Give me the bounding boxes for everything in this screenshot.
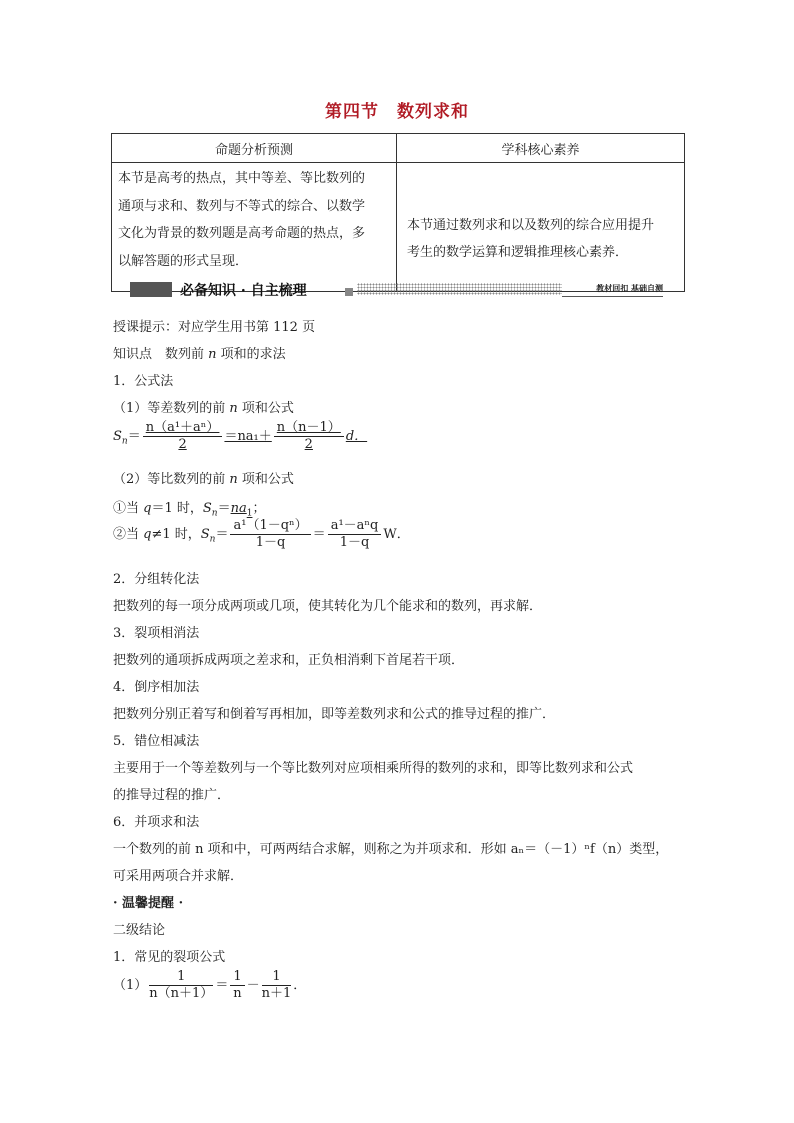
case2-eq2: ＝ [312, 527, 326, 542]
topic-n: n [208, 347, 217, 362]
method-1-2 [113, 468, 294, 487]
section-banner [130, 280, 663, 300]
case-q-not-1 [113, 518, 410, 551]
l2-1-minus: － [246, 978, 260, 993]
method-5-text-2: 的推导过程的推广． [113, 788, 231, 803]
method-5-heading: 5．错位相减法 [113, 734, 200, 749]
method-3-heading: 3．裂项相消法 [113, 626, 200, 641]
banner-block [130, 282, 172, 297]
f1-num: n（a¹＋aⁿ） [143, 420, 223, 437]
m1-2-post: 项和公式 [237, 472, 294, 487]
case2-num: a¹（1－qⁿ） [230, 518, 310, 535]
case2-q: q [143, 527, 152, 542]
method-4-text: 把数列分别正着写和倒着写再相加，即等差数列求和公式的推导过程的推广． [113, 707, 556, 722]
banner-right-label: 教材回扣 基础自测 [596, 283, 663, 293]
intro-right-line: 考生的数学运算和逻辑推理核心素养． [407, 245, 629, 260]
case2-num2: a¹－aⁿq [328, 518, 382, 535]
method-6-heading: 6．并项求和法 [113, 815, 200, 830]
f1-S: S [113, 429, 122, 444]
case1-val: na [230, 501, 247, 516]
case1-end: ； [252, 501, 266, 516]
f1-num2: n（n－1） [274, 420, 344, 437]
case2-pre: ②当 [113, 527, 144, 542]
l2-1-a-den: n [233, 986, 242, 1001]
method-6-text-1: 一个数列的前 n 项和中，可两两结合求解，则称之为并项求和．形如 aₙ＝（－1）ⁿf（n）类型， [113, 842, 669, 857]
l2-1-eq: ＝ [215, 978, 229, 993]
case2-frac2 [328, 518, 382, 551]
method-2-heading: 2．分组转化法 [113, 572, 200, 587]
case2-S: S [200, 527, 210, 542]
banner-title: 必备知识 · 自主梳理 [180, 283, 307, 299]
intro-cell-right [397, 163, 685, 292]
intro-right-line: 本节通过数列求和以及数列的综合应用提升 [407, 218, 655, 233]
method-1-1 [113, 397, 294, 416]
m1-1-post: 项和公式 [237, 401, 294, 416]
l2-1-den: n（n＋1） [149, 986, 214, 1001]
intro-left-line: 文化为背景的数列题是高考命题的热点，多 [118, 226, 366, 241]
case2-frac1 [230, 518, 310, 551]
f1-frac2 [274, 420, 344, 453]
method-6-text-2: 可采用两项合并求解． [113, 869, 244, 884]
f1-eq: ＝ [127, 429, 141, 444]
f1-frac1 [143, 420, 223, 453]
l2-1-b-num: 1 [262, 969, 292, 986]
intro-left-line: 本节是高考的热点，其中等差、等比数列的 [118, 171, 366, 186]
l2-1-a-num: 1 [230, 969, 244, 986]
case2-eq: ＝ [215, 527, 229, 542]
m1-1-pre: （1）等差数列的前 [113, 401, 230, 416]
case1-n: n [211, 508, 218, 519]
topic-post: 项和的求法 [216, 347, 286, 362]
case2-den2: 1－q [339, 535, 370, 550]
case1-pre: ①当 [113, 501, 144, 516]
topic-pre: 知识点 数列前 [113, 347, 209, 362]
l2-1-b-den: n＋1 [261, 986, 292, 1001]
level2-heading: 二级结论 [113, 923, 166, 938]
case1-mid: ＝1 时， [151, 501, 203, 516]
intro-header-left: 命题分析预测 [112, 134, 397, 163]
method-5-text-1: 主要用于一个等差数列与一个等比数列对应项相乘所得的数列的求和，即等比数列求和公式 [113, 761, 634, 776]
f1-end: d． [345, 429, 368, 444]
intro-cell-left [112, 163, 397, 292]
f1-den2: 2 [304, 437, 313, 452]
case1-q: q [143, 501, 152, 516]
f1-mid: ＝na₁＋ [224, 429, 272, 444]
split-formula-1 [113, 969, 306, 1002]
m1-1-n: n [229, 401, 238, 416]
case2-mid: ≠1 时， [151, 527, 201, 542]
l2-1-pre: （1） [113, 978, 148, 993]
m1-2-pre: （2）等比数列的前 [113, 472, 230, 487]
reminder-heading: · 温馨提醒 · [113, 896, 184, 911]
intro-left-line: 通项与求和、数列与不等式的综合、以数学 [118, 198, 366, 214]
m1-2-n: n [229, 472, 238, 487]
intro-left-line: 以解答题的形式呈现． [118, 253, 249, 269]
method-4-heading: 4．倒序相加法 [113, 680, 200, 695]
f1-n: n [121, 436, 128, 447]
case2-n: n [209, 534, 216, 545]
l2-1-frac-b [262, 969, 292, 1002]
l2-1-frac-main [149, 969, 213, 1002]
level2-item-1: 1．常见的裂项公式 [113, 950, 226, 965]
l2-1-num: 1 [149, 969, 213, 986]
intro-header-right: 学科核心素养 [397, 134, 685, 163]
formula-arithmetic-sum [113, 420, 367, 453]
case1-sub: 1 [246, 508, 253, 519]
f1-den: 2 [178, 437, 187, 452]
l2-1-frac-a [230, 969, 244, 1002]
case1-S: S [202, 501, 212, 516]
case1-eq: ＝ [217, 501, 231, 516]
topic-heading [113, 343, 286, 362]
page-title: 第四节 数列求和 [325, 102, 469, 122]
intro-table [111, 133, 685, 292]
banner-rule [562, 296, 663, 297]
method-3-text: 把数列的通项拆成两项之差求和，正负相消剩下首尾若干项． [113, 653, 465, 668]
case2-end: W． [383, 527, 410, 542]
method-2-text: 把数列的每一项分成两项或几项，使其转化为几个能求和的数列，再求解． [113, 599, 543, 614]
banner-square [345, 288, 353, 296]
case-q-equals-1 [113, 497, 265, 519]
teaching-tip: 授课提示：对应学生用书第 112 页 [113, 320, 316, 335]
banner-dots [357, 283, 562, 295]
l2-1-end: ． [293, 978, 307, 993]
case2-den: 1－q [255, 535, 286, 550]
method-1-heading: 1．公式法 [113, 374, 174, 389]
